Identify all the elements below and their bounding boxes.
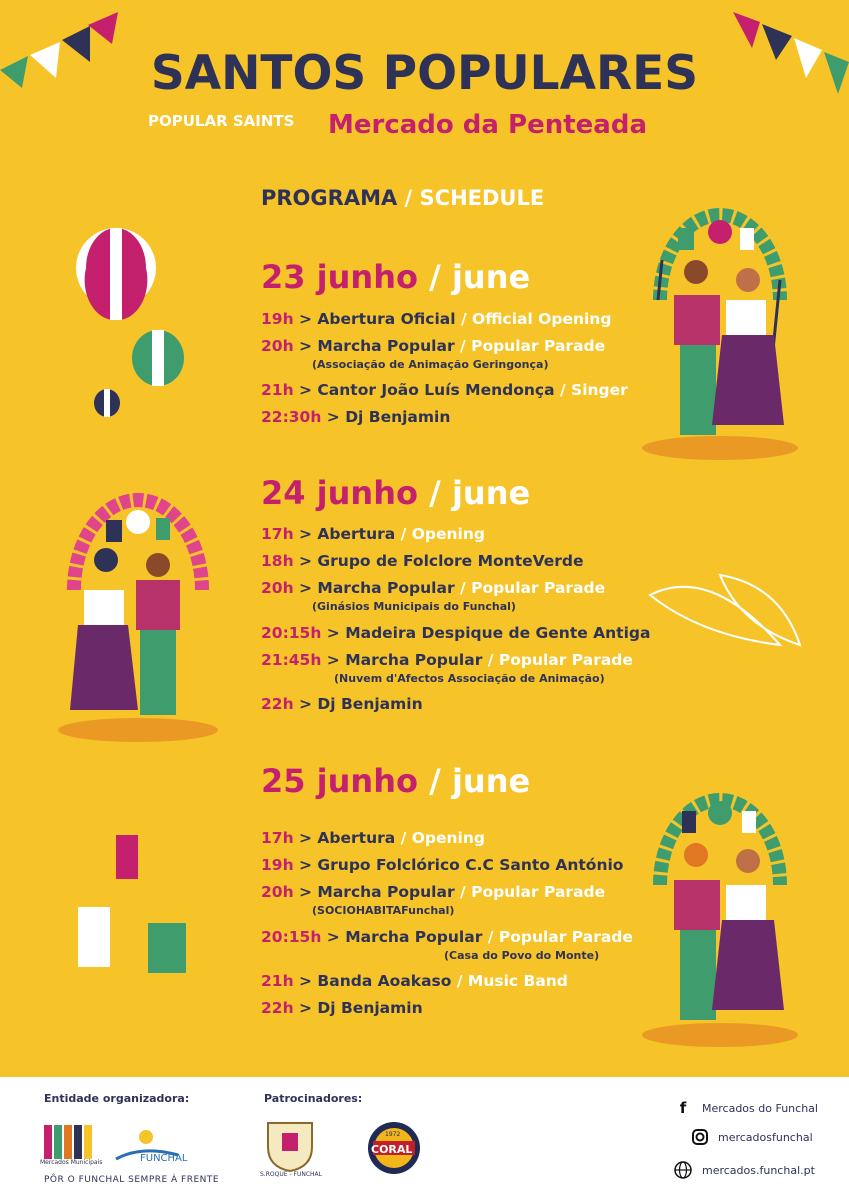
event-title: Dj Benjamin	[345, 408, 451, 426]
social-facebook-text: Mercados do Funchal	[702, 1101, 818, 1115]
event-sep: /	[559, 381, 566, 399]
funchal-logo-text: FUNCHAL	[140, 1153, 188, 1164]
event-row	[261, 579, 605, 597]
event-time: 20h	[261, 883, 294, 901]
event-time: 21h	[261, 381, 294, 399]
event-arrow: >	[326, 624, 340, 642]
event-arrow: >	[299, 972, 313, 990]
event-arrow: >	[326, 408, 340, 426]
event-title: Marcha Popular	[345, 928, 483, 946]
event-row	[261, 695, 423, 713]
coral-logo-text: CORAL	[371, 1143, 413, 1156]
event-note: (Casa do Povo do Monte)	[444, 949, 600, 962]
event-title-en: Opening	[411, 525, 485, 543]
event-title-en: Music Band	[467, 972, 568, 990]
event-row	[261, 928, 633, 946]
event-title: Grupo de Folclore MonteVerde	[317, 552, 584, 570]
event-row	[261, 525, 485, 543]
event-sep: /	[460, 883, 466, 901]
event-time: 20:15h	[261, 624, 322, 642]
social-instagram[interactable]	[674, 1129, 813, 1145]
event-sep: /	[400, 525, 407, 543]
event-time: 21:45h	[261, 651, 322, 669]
event-row	[261, 624, 650, 642]
day-label: 23 junho	[261, 258, 418, 296]
event-note: (Associação de Animação Geringonça)	[312, 358, 549, 371]
event-sep: /	[456, 972, 463, 990]
event-sep: /	[460, 579, 466, 597]
event-title: Marcha Popular	[345, 651, 483, 669]
event-title-en: Popular Parade	[471, 579, 606, 597]
social-website[interactable]	[674, 1161, 815, 1179]
program-heading-pt: PROGRAMA	[261, 186, 398, 210]
event-row	[261, 856, 623, 874]
event-row	[261, 552, 584, 570]
event-note: (Nuvem d'Afectos Associação de Animação)	[334, 672, 605, 685]
event-sep: /	[487, 651, 494, 669]
globe-icon	[674, 1161, 692, 1179]
event-time: 17h	[261, 525, 294, 543]
event-time: 22h	[261, 695, 294, 713]
event-sep: /	[460, 337, 466, 355]
event-row	[261, 381, 628, 399]
event-title: Marcha Popular	[317, 579, 455, 597]
day-label-en: june	[451, 258, 531, 296]
event-row	[261, 829, 485, 847]
event-arrow: >	[299, 999, 313, 1017]
dancing-couple-illustration-1	[640, 200, 800, 460]
event-title: Banda Aoakaso	[317, 972, 452, 990]
event-note: (SOCIOHABITAFunchal)	[312, 904, 455, 917]
venue-title: Mercado da Penteada	[328, 110, 647, 140]
event-arrow: >	[299, 525, 313, 543]
paper-lanterns-illustration	[78, 835, 188, 975]
mercados-logo-text: Mercados Municipais	[40, 1159, 103, 1166]
coral-logo-year: 1972	[385, 1131, 401, 1138]
event-title-en: Opening	[411, 829, 485, 847]
event-row	[261, 883, 605, 901]
event-sep: /	[400, 829, 407, 847]
event-time: 22h	[261, 999, 294, 1017]
footer	[0, 1077, 849, 1200]
day-sep: /	[429, 762, 441, 800]
event-title: Abertura	[317, 829, 396, 847]
day-heading-24	[261, 474, 530, 512]
event-arrow: >	[299, 579, 313, 597]
event-time: 17h	[261, 829, 294, 847]
organizer-label: Entidade organizadora:	[44, 1092, 190, 1105]
sponsors-label: Patrocinadores:	[264, 1092, 363, 1105]
event-time: 19h	[261, 856, 294, 874]
event-title: Marcha Popular	[317, 883, 455, 901]
instagram-icon	[692, 1129, 708, 1145]
event-arrow: >	[299, 856, 313, 874]
hot-air-balloons-illustration	[70, 228, 180, 428]
event-row	[261, 310, 611, 328]
event-sep: /	[487, 928, 494, 946]
day-heading-25	[261, 762, 530, 800]
event-time: 20:15h	[261, 928, 322, 946]
event-arrow: >	[326, 928, 340, 946]
day-label-en: june	[451, 762, 531, 800]
event-arrow: >	[299, 883, 313, 901]
event-title: Dj Benjamin	[317, 999, 423, 1017]
page-title: SANTOS POPULARES	[150, 46, 699, 101]
event-row	[261, 999, 423, 1017]
social-facebook[interactable]	[674, 1099, 818, 1117]
event-title-en: Singer	[571, 381, 628, 399]
day-label-en: june	[451, 474, 531, 512]
event-arrow: >	[326, 651, 340, 669]
program-heading-sep: /	[404, 186, 413, 210]
event-arrow: >	[299, 337, 313, 355]
event-time: 21h	[261, 972, 294, 990]
s-roque-crest-logo	[262, 1117, 318, 1173]
program-heading	[261, 186, 544, 210]
slogan: PÔR O FUNCHAL SEMPRE À FRENTE	[44, 1175, 220, 1185]
event-time: 20h	[261, 579, 294, 597]
event-arrow: >	[299, 552, 313, 570]
social-instagram-text: mercadosfunchal	[718, 1130, 813, 1144]
event-title-en: Popular Parade	[471, 883, 606, 901]
day-sep: /	[429, 474, 441, 512]
event-arrow: >	[299, 695, 313, 713]
event-note: (Ginásios Municipais do Funchal)	[312, 600, 516, 613]
event-arrow: >	[299, 381, 313, 399]
day-label: 25 junho	[261, 762, 418, 800]
dancing-couple-illustration-2	[48, 480, 218, 740]
event-time: 19h	[261, 310, 294, 328]
event-row	[261, 408, 450, 426]
subtitle-english: POPULAR SAINTS	[148, 112, 295, 130]
event-row	[261, 651, 633, 669]
day-label: 24 junho	[261, 474, 418, 512]
event-title: Dj Benjamin	[317, 695, 423, 713]
dancing-couple-illustration-3	[640, 785, 800, 1045]
day-heading-23	[261, 258, 530, 296]
event-title: Grupo Folclórico C.C Santo António	[317, 856, 624, 874]
event-arrow: >	[299, 310, 313, 328]
event-title-en: Official Opening	[472, 310, 612, 328]
event-time: 20h	[261, 337, 294, 355]
event-time: 22:30h	[261, 408, 322, 426]
event-arrow: >	[299, 829, 313, 847]
event-title-en: Popular Parade	[471, 337, 606, 355]
event-title: Marcha Popular	[317, 337, 455, 355]
event-title-en: Popular Parade	[498, 928, 633, 946]
facebook-icon: f	[679, 1099, 687, 1117]
program-heading-en: SCHEDULE	[419, 186, 545, 210]
event-sep: /	[460, 310, 467, 328]
sardines-illustration	[640, 565, 810, 695]
event-title-en: Popular Parade	[498, 651, 633, 669]
event-row	[261, 972, 568, 990]
event-title: Abertura	[317, 525, 396, 543]
event-title: Abertura Oficial	[317, 310, 456, 328]
day-sep: /	[429, 258, 441, 296]
event-title: Madeira Despique de Gente Antiga	[345, 624, 651, 642]
event-row	[261, 337, 605, 355]
s-roque-logo-text: S.ROQUE - FUNCHAL	[260, 1171, 322, 1178]
social-website-text: mercados.funchal.pt	[702, 1163, 815, 1177]
event-time: 18h	[261, 552, 294, 570]
event-title: Cantor João Luís Mendonça	[317, 381, 555, 399]
